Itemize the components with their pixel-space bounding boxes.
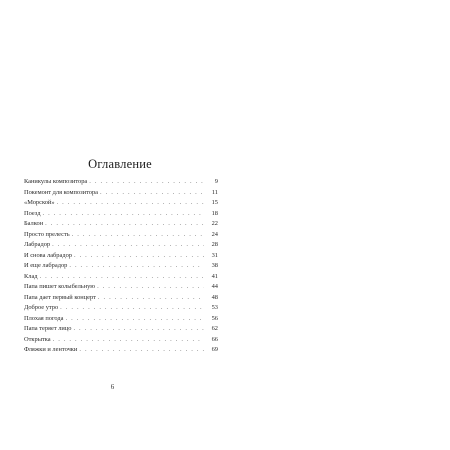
toc-entry-page: 31 <box>211 251 218 259</box>
toc-leader-dots <box>57 198 204 209</box>
toc-entry <box>24 177 218 188</box>
toc-entry-title: Каникулы композитора <box>24 178 88 185</box>
toc-entry <box>24 303 218 314</box>
toc-entry-page: 44 <box>211 283 218 290</box>
toc-entry-title: «Морской» <box>24 199 55 206</box>
toc-entry-title: Лабрадор <box>24 241 51 248</box>
toc-leader-dots <box>74 251 204 262</box>
toc-leader-dots <box>79 345 204 356</box>
toc-entry <box>24 272 218 283</box>
toc-entry-page: 48 <box>211 293 218 301</box>
toc-leader-dots <box>100 188 204 199</box>
toc-entry-page: 53 <box>211 304 218 311</box>
toc-entry-page: 18 <box>211 209 218 217</box>
toc-entry-page: 11 <box>211 188 218 196</box>
toc-entry-page: 9 <box>214 178 218 185</box>
toc-entry <box>24 293 218 304</box>
toc-entry <box>24 251 218 262</box>
toc-entry-page: 66 <box>211 335 218 343</box>
toc-entry-title: Поезд <box>24 209 41 217</box>
toc-entry <box>24 188 218 199</box>
toc-entry <box>24 198 218 209</box>
toc-leader-dots <box>89 177 204 188</box>
toc-leader-dots <box>66 314 204 325</box>
toc-entry-title: Покемонт для композитора <box>24 188 99 196</box>
toc-entry-title: Открытка <box>24 335 51 343</box>
toc-entry <box>24 261 218 272</box>
toc-leader-dots <box>53 335 204 346</box>
toc-entry-page: 69 <box>211 346 218 353</box>
toc-leader-dots <box>42 209 204 220</box>
toc-entry <box>24 314 218 325</box>
toc-entry <box>24 324 218 335</box>
toc-entry-title: Доброе утро <box>24 304 59 311</box>
page-number: 6 <box>110 383 115 391</box>
toc-entry-page: 28 <box>211 241 218 248</box>
toc-entry <box>24 209 218 220</box>
toc-leader-dots <box>69 261 204 272</box>
toc-entry-title: И еще лабрадор <box>24 262 68 269</box>
toc-list-left <box>24 177 218 356</box>
toc-leader-dots <box>60 303 204 314</box>
toc-heading: Оглавление <box>88 157 152 171</box>
toc-entry-title: Фляжки и ленточки <box>24 346 78 353</box>
toc-leader-dots <box>98 293 204 304</box>
toc-entry <box>24 240 218 251</box>
toc-entry-title: Папа пишет колыбельную <box>24 283 96 290</box>
toc-entry-title: Просто прелесть <box>24 230 70 238</box>
toc-leader-dots <box>73 324 204 335</box>
toc-entry-title: И снова лабрадор <box>24 251 72 259</box>
toc-entry-page: 56 <box>211 314 218 322</box>
toc-entry-page: 15 <box>211 199 218 206</box>
toc-entry-title: Папа дает первый концерт <box>24 293 96 301</box>
toc-entry-page: 22 <box>211 220 218 227</box>
toc-entry-title: Клад <box>24 272 38 280</box>
toc-entry-page: 38 <box>211 262 218 269</box>
toc-entry-page: 62 <box>211 325 218 332</box>
toc-entry-title: Балкон <box>24 220 44 227</box>
toc-leader-dots <box>97 282 204 293</box>
toc-entry <box>24 282 218 293</box>
toc-entry-title: Плохая погода <box>24 314 64 322</box>
toc-entry <box>24 230 218 241</box>
toc-entry <box>24 345 218 356</box>
toc-leader-dots <box>72 230 204 241</box>
toc-leader-dots <box>40 272 204 283</box>
toc-entry <box>24 335 218 346</box>
toc-entry <box>24 219 218 230</box>
right-page <box>225 0 450 450</box>
toc-leader-dots <box>45 219 204 230</box>
toc-leader-dots <box>52 240 204 251</box>
toc-entry-page: 24 <box>211 230 218 238</box>
toc-entry-page: 41 <box>211 272 218 280</box>
toc-entry-title: Папа теряет лицо <box>24 325 72 332</box>
